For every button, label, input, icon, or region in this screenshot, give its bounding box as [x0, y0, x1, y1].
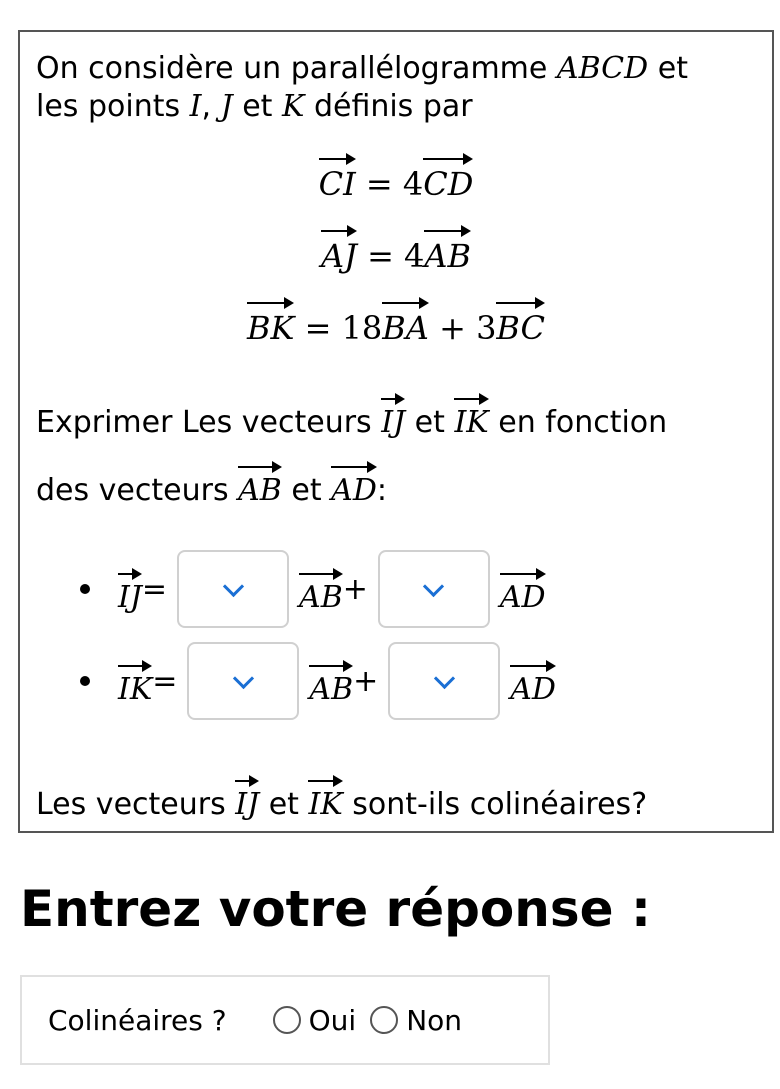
- point-k: K: [281, 89, 305, 124]
- radio-non-label: Non: [406, 1003, 463, 1037]
- vector-ad: AD: [500, 565, 546, 613]
- intro-text-3: définis par: [313, 89, 473, 124]
- equation-bk: [20, 294, 772, 348]
- chevron-down-icon: [423, 575, 444, 596]
- intro-text: On considère un parallélogramme: [36, 51, 548, 86]
- ij-ad-coefficient-select[interactable]: [378, 550, 490, 628]
- question-line: [36, 772, 647, 824]
- parallelogram-name: ABCD: [556, 51, 649, 86]
- express-text-2: en fonction: [498, 405, 668, 440]
- express-text: Exprimer Les vecteurs: [36, 405, 372, 440]
- ik-ab-coefficient-select[interactable]: [187, 642, 299, 720]
- equals-sign: =: [141, 571, 168, 607]
- radio-non[interactable]: [370, 1004, 462, 1037]
- point-i: I: [189, 89, 202, 124]
- coefficient-18: 18: [341, 309, 383, 347]
- express-et: et: [414, 405, 445, 440]
- vector-ij: IJ: [118, 565, 142, 613]
- plus-sign: +: [439, 309, 466, 347]
- equals-sign: =: [304, 309, 332, 347]
- question-text: Les vecteurs: [36, 787, 226, 822]
- vector-ij: IJ: [381, 390, 405, 438]
- express-text-3: des vecteurs: [36, 473, 229, 508]
- chevron-down-icon: [434, 667, 455, 688]
- answer-box: [20, 975, 550, 1065]
- colinear-label: Colinéaires ?: [48, 1003, 227, 1037]
- vector-ab: AB: [309, 657, 353, 705]
- equals-sign: =: [367, 237, 394, 275]
- chevron-down-icon: [222, 575, 243, 596]
- plus-sign: +: [342, 571, 368, 607]
- vector-ab: AB: [424, 222, 471, 272]
- vector-ik: IK: [454, 390, 488, 438]
- express-et-2: et: [291, 473, 322, 508]
- problem-box: [18, 30, 774, 833]
- plus-sign: +: [353, 663, 379, 699]
- row-ij: [80, 550, 546, 628]
- chevron-down-icon: [233, 667, 254, 688]
- coefficient: 4: [402, 165, 424, 203]
- vector-ci: CI: [319, 150, 356, 200]
- vector-cd: CD: [423, 150, 473, 200]
- intro-line-2: [36, 88, 473, 126]
- express-line-2: [36, 458, 387, 510]
- radio-circle-icon[interactable]: [273, 1006, 301, 1034]
- coefficient-3: 3: [476, 309, 497, 347]
- colon: :: [376, 473, 387, 508]
- comma: ,: [201, 89, 212, 124]
- question-et: et: [268, 787, 299, 822]
- vector-bc: BC: [496, 294, 545, 344]
- radio-oui[interactable]: [273, 1004, 357, 1037]
- vector-ij: IJ: [235, 772, 259, 820]
- coefficient: 4: [404, 237, 425, 275]
- equation-aj: [20, 222, 772, 276]
- intro-line-1: [36, 50, 688, 88]
- vector-bk: BK: [247, 294, 294, 344]
- ik-ad-coefficient-select[interactable]: [388, 642, 500, 720]
- vector-ad: AD: [510, 657, 556, 705]
- ij-ab-coefficient-select[interactable]: [177, 550, 289, 628]
- vector-ad: AD: [331, 458, 377, 506]
- vector-ab: AB: [299, 565, 343, 613]
- intro-text-2: les points: [36, 89, 181, 124]
- vector-aj: AJ: [321, 222, 357, 272]
- equation-ci: [20, 150, 772, 204]
- equals-sign: =: [152, 663, 178, 699]
- express-line-1: [36, 390, 667, 442]
- vector-ik: IK: [118, 657, 152, 705]
- row-ik: [80, 642, 556, 720]
- intro-et-2: et: [242, 89, 273, 124]
- answer-heading: Entrez votre réponse :: [20, 880, 651, 938]
- vector-ab: AB: [238, 458, 282, 506]
- vector-ba: BA: [382, 294, 429, 344]
- bullet: [80, 584, 90, 594]
- radio-oui-label: Oui: [308, 1003, 357, 1037]
- point-j: J: [220, 89, 233, 124]
- question-text-2: sont-ils colinéaires?: [352, 787, 648, 822]
- bullet: [80, 676, 90, 686]
- equals-sign: =: [365, 165, 393, 203]
- vector-ik: IK: [308, 772, 342, 820]
- radio-circle-icon[interactable]: [370, 1006, 398, 1034]
- intro-et: et: [657, 51, 688, 86]
